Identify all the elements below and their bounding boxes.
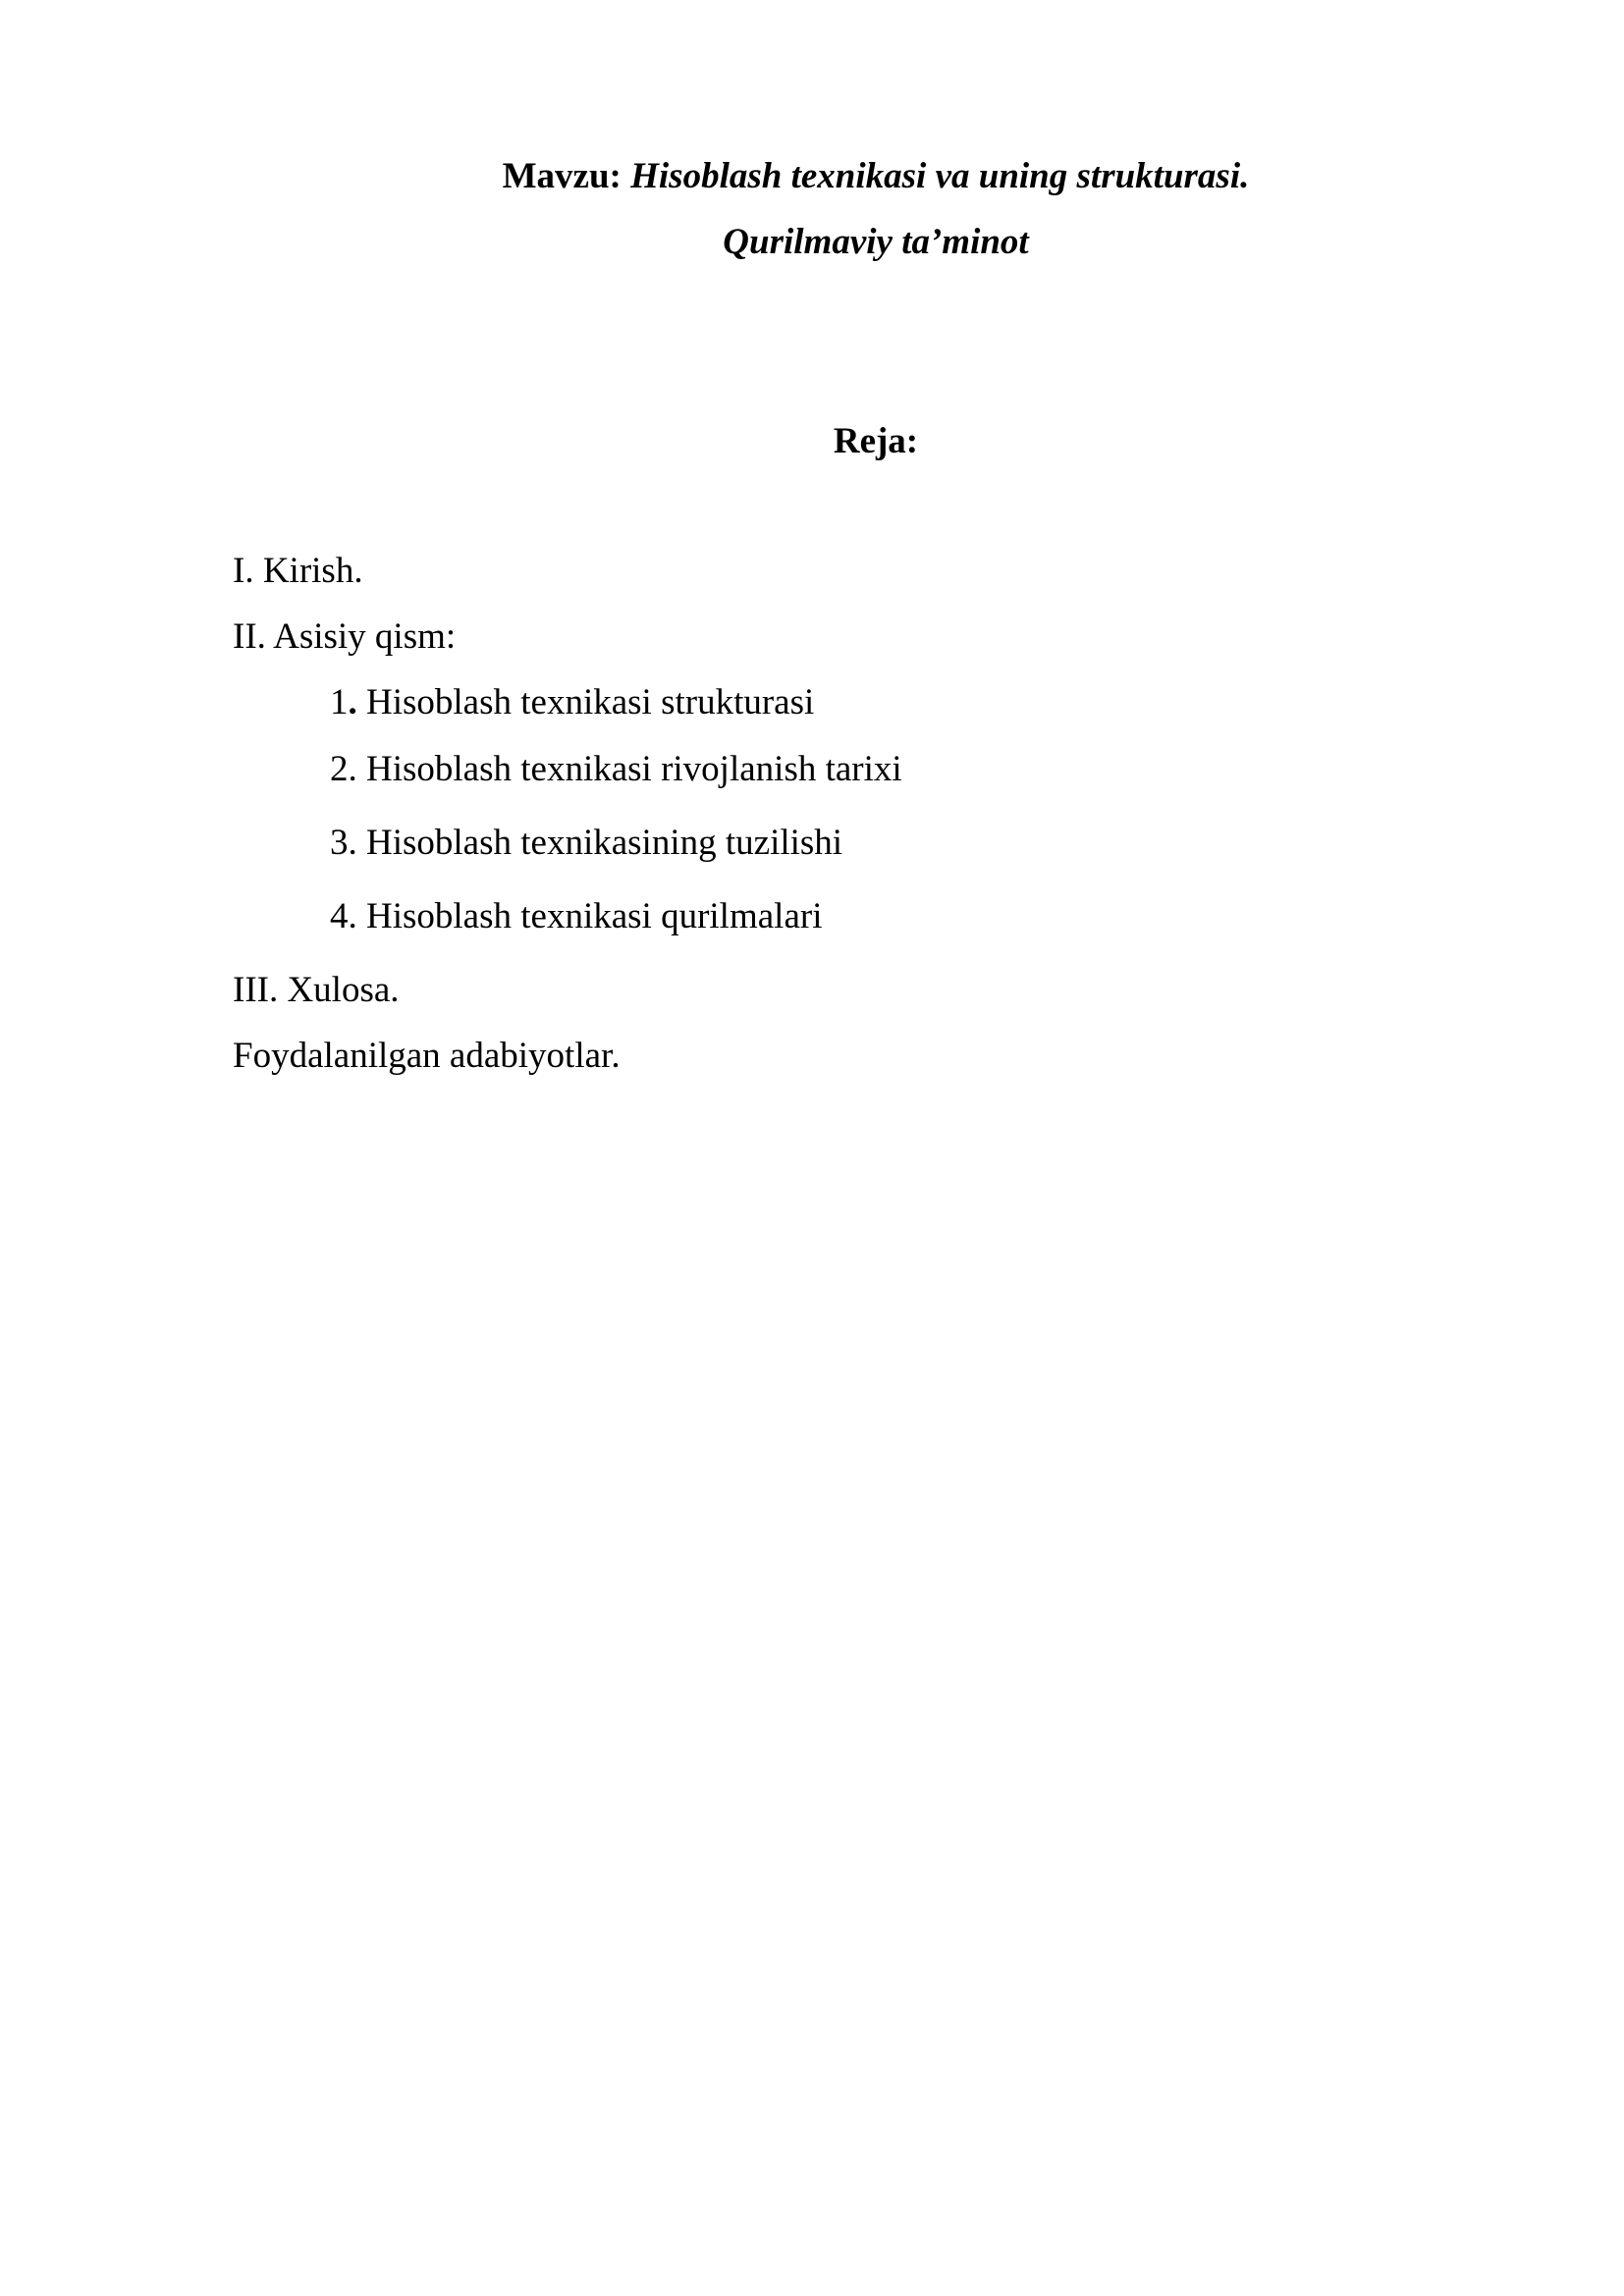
plan-item-references: Foydalanilgan adabiyotlar. (233, 1036, 621, 1076)
plan-subitem-3: 3. Hisoblash texnikasining tuzilishi (330, 823, 843, 863)
plan-subitem-1-text: Hisoblash texnikasi strukturasi (356, 682, 815, 722)
plan-subitem-1 (330, 681, 814, 724)
title-label: Mavzu: (502, 156, 622, 196)
plan-subitem-4: 4. Hisoblash texnikasi qurilmalari (330, 896, 823, 936)
title-topic: Hisoblash texnikasi va uning strukturasi. (630, 156, 1250, 196)
plan-heading-text: Reja: (833, 421, 919, 461)
title-line (0, 155, 1624, 198)
plan-heading (0, 420, 1624, 463)
plan-item-conclusion: III. Xulosa. (233, 970, 400, 1010)
plan-subitem-1-number: 1 (330, 682, 349, 722)
plan-item-introduction: I. Kirish. (233, 551, 363, 591)
plan-subitem-2: 2. Hisoblash texnikasi rivojlanish tarixi (330, 749, 902, 789)
subtitle-line (0, 221, 1624, 264)
plan-subitem-1-dot: . (348, 682, 357, 722)
plan-item-main-part: II. Asisiy qism: (233, 616, 457, 657)
title-subtitle: Qurilmaviy ta’minot (723, 222, 1029, 262)
